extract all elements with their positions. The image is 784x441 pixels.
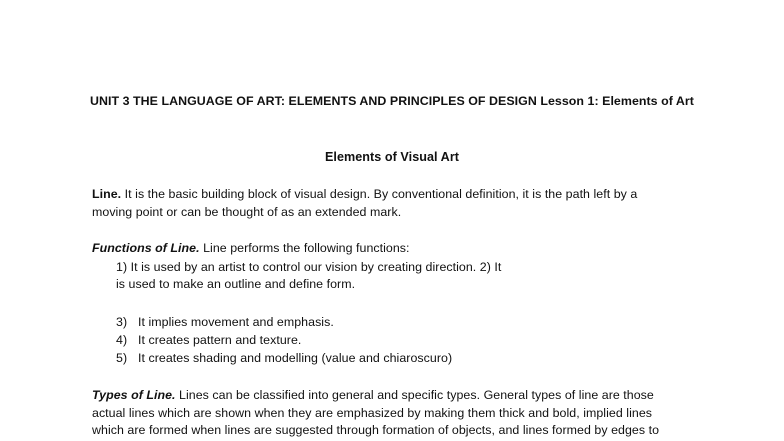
list-item-number: 5) xyxy=(116,351,128,365)
types-paragraph xyxy=(92,387,712,440)
list-item-number: 4) xyxy=(116,333,128,347)
functions-paragraph xyxy=(92,240,712,258)
section-title: Elements of Visual Art xyxy=(324,150,460,164)
line-text-1: It is the basic building block of visual design. By conventional definition, it is the path left by a xyxy=(121,187,638,201)
unit-title: UNIT 3 THE LANGUAGE OF ART: ELEMENTS AND PRINCIPLES OF DESIGN Lesson 1: Elements of Art xyxy=(90,94,694,108)
list-item-number: 3) xyxy=(116,315,128,329)
functions-inline-2: is used to make an outline and define form. xyxy=(116,277,356,291)
list-item xyxy=(116,350,452,368)
list-item xyxy=(116,314,334,332)
types-text-3: which are formed when lines are suggested through formation of objects, and lines formed by edges to xyxy=(92,423,660,437)
functions-term: Functions of Line. xyxy=(92,241,200,255)
list-item-text: It implies movement and emphasis. xyxy=(138,315,334,329)
list-item xyxy=(116,332,301,350)
types-text-1: Lines can be classified into general and specific types. General types of line are those xyxy=(175,388,654,402)
line-text-2: moving point or can be thought of as an extended mark. xyxy=(92,204,402,219)
types-paragraph-line-1 xyxy=(92,387,712,405)
list-item-text: It creates shading and modelling (value and chiaroscuro) xyxy=(138,351,453,365)
line-term: Line. xyxy=(92,187,122,201)
functions-intro: Line performs the following functions: xyxy=(199,241,410,255)
functions-inline-1: 1) It is used by an artist to control our vision by creating direction. 2) It xyxy=(116,260,502,274)
line-paragraph-line-1 xyxy=(92,186,712,204)
line-paragraph xyxy=(92,186,712,221)
types-term: Types of Line. xyxy=(92,388,176,402)
functions-heading-line xyxy=(92,240,712,258)
list-item-text: It creates pattern and texture. xyxy=(138,333,302,347)
types-text-2: actual lines which are shown when they are emphasized by making them thick and bold, implied lines xyxy=(92,405,653,420)
